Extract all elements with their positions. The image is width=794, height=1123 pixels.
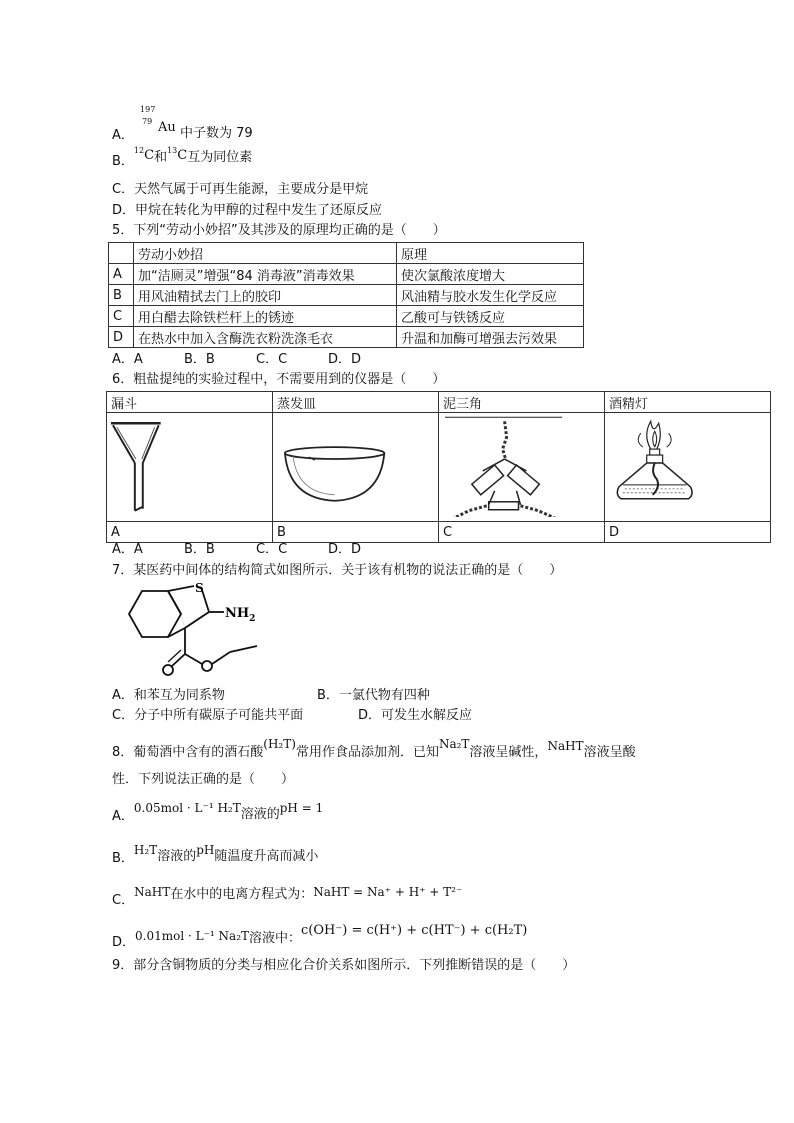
mass-number: 12 — [133, 146, 145, 155]
q6-table — [106, 391, 771, 543]
q8-option-b — [112, 842, 318, 866]
header-cell — [109, 243, 134, 264]
q7-option-a: A．和苯互为同系物 — [112, 688, 225, 703]
choice-b[interactable]: B．B — [184, 542, 215, 557]
principle-cell: 使次氯酸浓度增大 — [397, 264, 584, 285]
choice-d[interactable]: D．D — [328, 542, 362, 557]
evaporating-dish-icon — [273, 413, 438, 517]
q7-option-b: B．一氯代物有四种 — [317, 688, 430, 703]
q8-stem-line2: 性．下列说法正确的是（ ） — [112, 772, 295, 787]
apparatus-name: 漏斗 — [107, 392, 273, 413]
amino-label: NH — [225, 606, 250, 621]
formula: pH — [196, 843, 215, 857]
option-text: 溶液中： — [249, 931, 302, 946]
element-symbol: C — [144, 148, 155, 163]
amino-group — [225, 606, 255, 624]
option-letter: C — [439, 522, 605, 543]
q4-option-a — [112, 105, 253, 143]
table-row — [109, 285, 584, 306]
option-text: 在水中的电离方程式为： — [170, 887, 314, 902]
formula: NaHT — [134, 885, 171, 899]
amino-subscript: 2 — [249, 614, 256, 624]
formula: H₂T — [133, 843, 158, 857]
formula-h2t: (H₂T) — [263, 737, 296, 751]
choice-d[interactable]: D．D — [328, 352, 362, 367]
clay-triangle-icon — [439, 413, 604, 517]
formula: 0.05mol · L⁻¹ H₂T — [133, 801, 241, 815]
header-cell: 原理 — [397, 243, 584, 264]
choice-c[interactable]: C．C — [256, 352, 288, 367]
q4-option-b — [112, 148, 252, 170]
element-symbol: Au — [158, 120, 176, 135]
option-letter: A． — [112, 809, 134, 824]
formula-naht: NaHT — [547, 739, 584, 753]
table-row — [109, 306, 584, 327]
mass-number: 197 — [140, 105, 156, 114]
principle-cell: 升温和加酶可增强去污效果 — [397, 327, 584, 348]
stem-text: 溶液呈酸 — [583, 745, 636, 760]
q6-choices — [112, 542, 400, 558]
formula: NaHT = Na⁺ + H⁺ + T²⁻ — [313, 885, 463, 899]
clay-triangle-cell — [439, 413, 605, 522]
choice-a[interactable]: A．A — [112, 542, 143, 557]
principle-cell: 风油精与胶水发生化学反应 — [397, 285, 584, 306]
option-text: 溶液的 — [240, 807, 280, 822]
row-letter: C — [109, 306, 134, 327]
q8-stem-line1 — [112, 737, 636, 764]
formula: 0.01mol · L⁻¹ Na₂T — [135, 929, 250, 943]
choice-c[interactable]: C．C — [256, 542, 288, 557]
alcohol-lamp-icon — [605, 413, 770, 517]
q4-option-c: C．天然气属于可再生能源，主要成分是甲烷 — [112, 182, 369, 197]
alcohol-lamp-cell — [605, 413, 771, 522]
q5-stem: 5．下列“劳动小妙招”及其涉及的原理均正确的是（ ） — [112, 223, 446, 238]
row-letter: B — [109, 285, 134, 306]
table-row — [109, 327, 584, 348]
table-row — [109, 264, 584, 285]
q7-option-d: D．可发生水解反应 — [358, 708, 473, 723]
q6-stem: 6．粗盐提纯的实验过程中，不需要用到的仪器是（ ） — [112, 372, 446, 387]
option-letter: D． — [112, 935, 136, 950]
option-text: 随温度升高而减小 — [214, 849, 319, 864]
header-cell: 劳动小妙招 — [134, 243, 397, 264]
molecule-structure — [112, 582, 272, 686]
row-letter: A — [109, 264, 134, 285]
trick-cell: 用白醋去除铁栏杆上的锈迹 — [134, 306, 397, 327]
trick-cell: 在热水中加入含酶洗衣粉洗涤毛衣 — [134, 327, 397, 348]
q4-option-d: D．甲烷在转化为甲醇的过程中发生了还原反应 — [112, 203, 383, 218]
option-letter: B． — [112, 851, 134, 866]
option-letter: C． — [112, 893, 135, 908]
q9-stem: 9．部分含铜物质的分类与相应化合价关系如图所示．下列推断错误的是（ ） — [112, 958, 576, 973]
q8-option-a — [112, 800, 323, 824]
option-letter: D — [605, 522, 771, 543]
image-row — [107, 413, 771, 522]
choice-a[interactable]: A．A — [112, 352, 143, 367]
table-header-row — [109, 243, 584, 264]
q8-option-d — [112, 922, 527, 948]
option-text: 溶液的 — [157, 849, 197, 864]
funnel-icon — [107, 413, 272, 517]
q5-choices — [112, 352, 400, 368]
evaporating-dish-cell — [273, 413, 439, 522]
option-letter: B — [273, 522, 439, 543]
q8-option-c — [112, 884, 462, 908]
choice-b[interactable]: B．B — [184, 352, 215, 367]
formula: c(OH⁻) = c(H⁺) + c(HT⁻) + c(H₂T) — [301, 923, 528, 938]
option-letter: B． — [112, 154, 134, 169]
apparatus-name: 蒸发皿 — [273, 392, 439, 413]
formula-na2t: Na₂T — [438, 737, 470, 751]
option-b-text: 互为同位素 — [187, 150, 253, 165]
apparatus-name: 酒精灯 — [605, 392, 771, 413]
stem-text: 溶液呈碱性， — [469, 745, 548, 760]
nuclide-au — [138, 105, 158, 129]
table-row — [107, 522, 771, 543]
principle-cell: 乙酸可与铁锈反应 — [397, 306, 584, 327]
element-symbol: C — [177, 148, 188, 163]
option-a-text: 中子数为 79 — [179, 126, 253, 141]
trick-cell: 用风油精拭去门上的胶印 — [134, 285, 397, 306]
funnel-cell — [107, 413, 273, 522]
option-letter: A — [107, 522, 273, 543]
stem-text: 8．葡萄酒中含有的酒石酸 — [112, 745, 264, 760]
row-letter: D — [109, 327, 134, 348]
table-header-row — [107, 392, 771, 413]
apparatus-name: 泥三角 — [439, 392, 605, 413]
q7-stem: 7．某医药中间体的结构简式如图所示．关于该有机物的说法正确的是（ ） — [112, 563, 563, 578]
formula: pH = 1 — [279, 801, 324, 815]
mass-number: 13 — [167, 146, 178, 155]
option-letter: A． — [112, 128, 134, 143]
trick-cell: 加“洁厕灵”增强“84 消毒液”消毒效果 — [134, 264, 397, 285]
connector-text: 和 — [154, 150, 168, 165]
q7-option-c: C．分子中所有碳原子可能共平面 — [112, 708, 304, 723]
atomic-number: 79 — [142, 117, 153, 126]
sulfur-atom: S — [195, 582, 204, 595]
stem-text: 常用作食品添加剂．已知 — [295, 745, 439, 760]
q5-table — [108, 242, 584, 348]
